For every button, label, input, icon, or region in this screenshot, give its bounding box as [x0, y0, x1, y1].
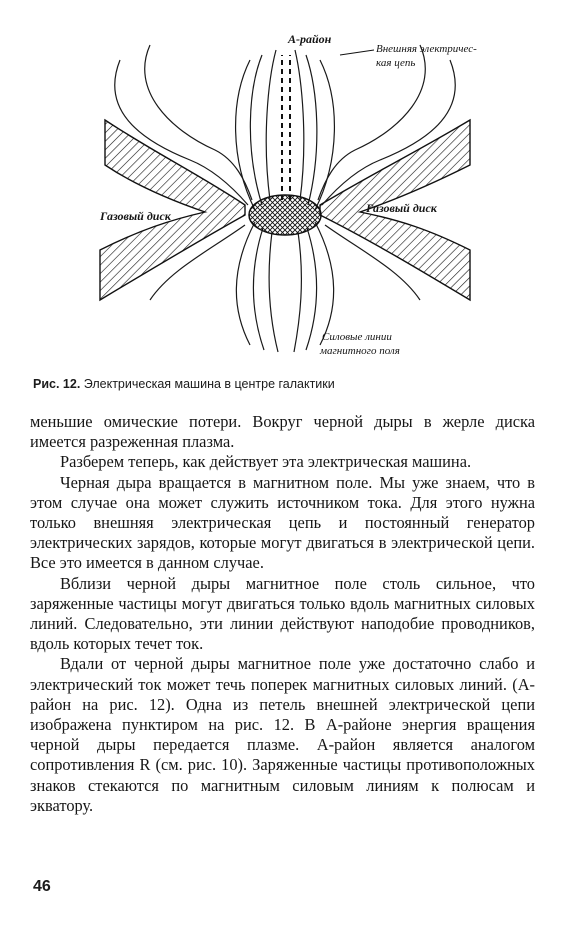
- paragraph: Разберем теперь, как действует эта электрическая машина.: [60, 452, 472, 472]
- label-gas-disk-left: Газовый диск: [100, 209, 171, 223]
- label-field-lines-2: магнитного поля: [320, 345, 400, 357]
- figure-caption: [33, 377, 335, 391]
- galactic-electric-machine-diagram: [0, 0, 565, 375]
- label-field-lines-1: Силовые линии: [322, 331, 392, 343]
- paragraph: Вдали от черной дыры магнитное поле уже достаточно слабо и электрический ток может течь поперек магнитных силовых линий. (A-район на рис. 12). Одна из петель внешней электрической цепи изображена пунктиром на рис. 12. В A-районе энергия вращения черной дыры передается плазме. A-район является аналогом сопротивления R (см. рис. 10). Заряженные частицы противоположных знаков стекаются по магнитным силовым линиям к полюсам и экватору.: [30, 654, 535, 815]
- paragraph: меньшие омические потери. Вокруг черной дыры в жерле диска имеется разреженная плазма.: [30, 412, 535, 452]
- external-circuit-pointer: [340, 50, 374, 55]
- label-a-region: A-район: [288, 32, 332, 46]
- caption-number: Рис. 12.: [33, 377, 81, 391]
- label-external-circuit-2: кая цепь: [376, 57, 416, 69]
- label-gas-disk-right: Газовый диск: [366, 201, 437, 215]
- paragraph: Вблизи черной дыры магнитное поле столь сильное, что заряженные частицы могут двигаться только вдоль магнитных силовых линий. Следовательно, эти линии действуют наподобие проводников, вдоль которых течет ток.: [30, 573, 535, 654]
- figure-12: [0, 0, 565, 375]
- paragraph: Черная дыра вращается в магнитном поле. Мы уже знаем, что в этом случае она может служить источником тока. Для этого нужна только внешняя электрическая цепь и постоянный генератор электрических зарядов, которые могут двигаться в электрической цепи. Все это имеется в данном случае.: [30, 472, 535, 573]
- black-hole: [249, 195, 321, 235]
- body-text: [30, 412, 535, 816]
- caption-text: Электрическая машина в центре галактики: [83, 377, 335, 391]
- label-external-circuit-1: Внешняя электричес-: [376, 43, 477, 55]
- page-number: 46: [33, 878, 51, 895]
- external-circuit-dashed: [282, 55, 290, 200]
